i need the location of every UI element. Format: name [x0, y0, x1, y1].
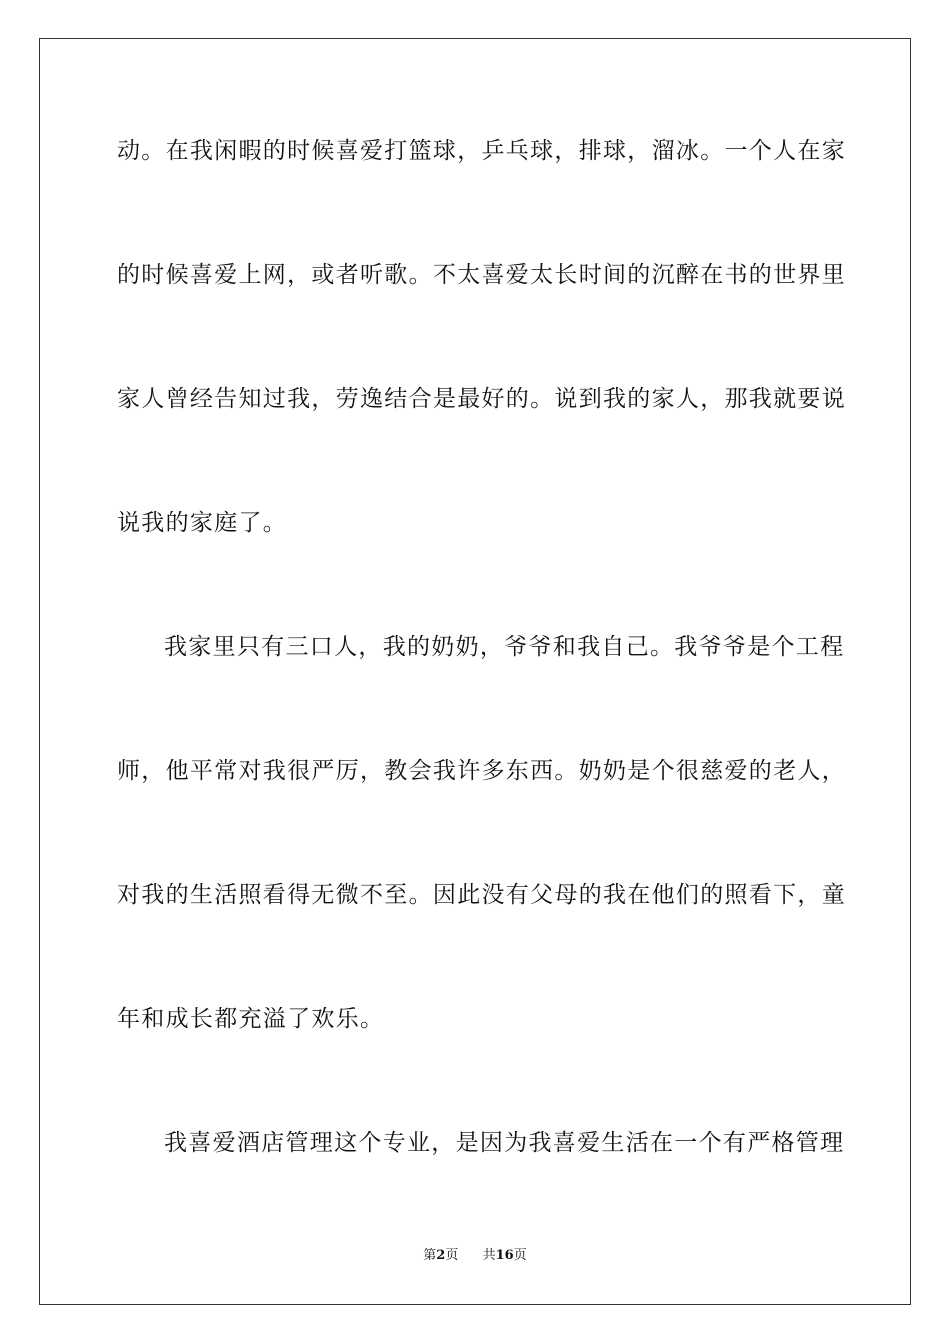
- total-pages-indicator: [483, 1247, 527, 1265]
- page-footer: [0, 1247, 950, 1265]
- body-text-line: 的时候喜爱上网，或者听歌。不太喜爱太长时间的沉醉在书的世界里: [117, 262, 846, 288]
- paragraph-start-line: 我家里只有三口人，我的奶奶，爷爷和我自己。我爷爷是个工程: [164, 634, 845, 660]
- paragraph-start-line: 我喜爱酒店管理这个专业，是因为我喜爱生活在一个有严格管理: [164, 1130, 845, 1156]
- page-number: 2: [436, 1248, 446, 1263]
- page-suffix: 页: [445, 1248, 459, 1263]
- body-text-line: 动。在我闲暇的时候喜爱打篮球，乒乓球，排球，溜冰。一个人在家: [117, 138, 846, 164]
- body-text-line: 说我的家庭了。: [117, 510, 288, 536]
- page-prefix: 第: [423, 1248, 437, 1263]
- body-text-line: 家人曾经告知过我，劳逸结合是最好的。说到我的家人，那我就要说: [117, 386, 846, 412]
- total-suffix: 页: [513, 1248, 527, 1263]
- page-indicator: [423, 1247, 458, 1265]
- page-border: [39, 38, 911, 1305]
- total-pages: 16: [495, 1248, 514, 1263]
- total-prefix: 共: [482, 1248, 496, 1263]
- body-text-line: 对我的生活照看得无微不至。因此没有父母的我在他们的照看下，童: [117, 882, 846, 908]
- body-text-line: 年和成长都充溢了欢乐。: [117, 1006, 385, 1032]
- body-text-line: 师，他平常对我很严厉，教会我许多东西。奶奶是个很慈爱的老人，: [117, 758, 846, 784]
